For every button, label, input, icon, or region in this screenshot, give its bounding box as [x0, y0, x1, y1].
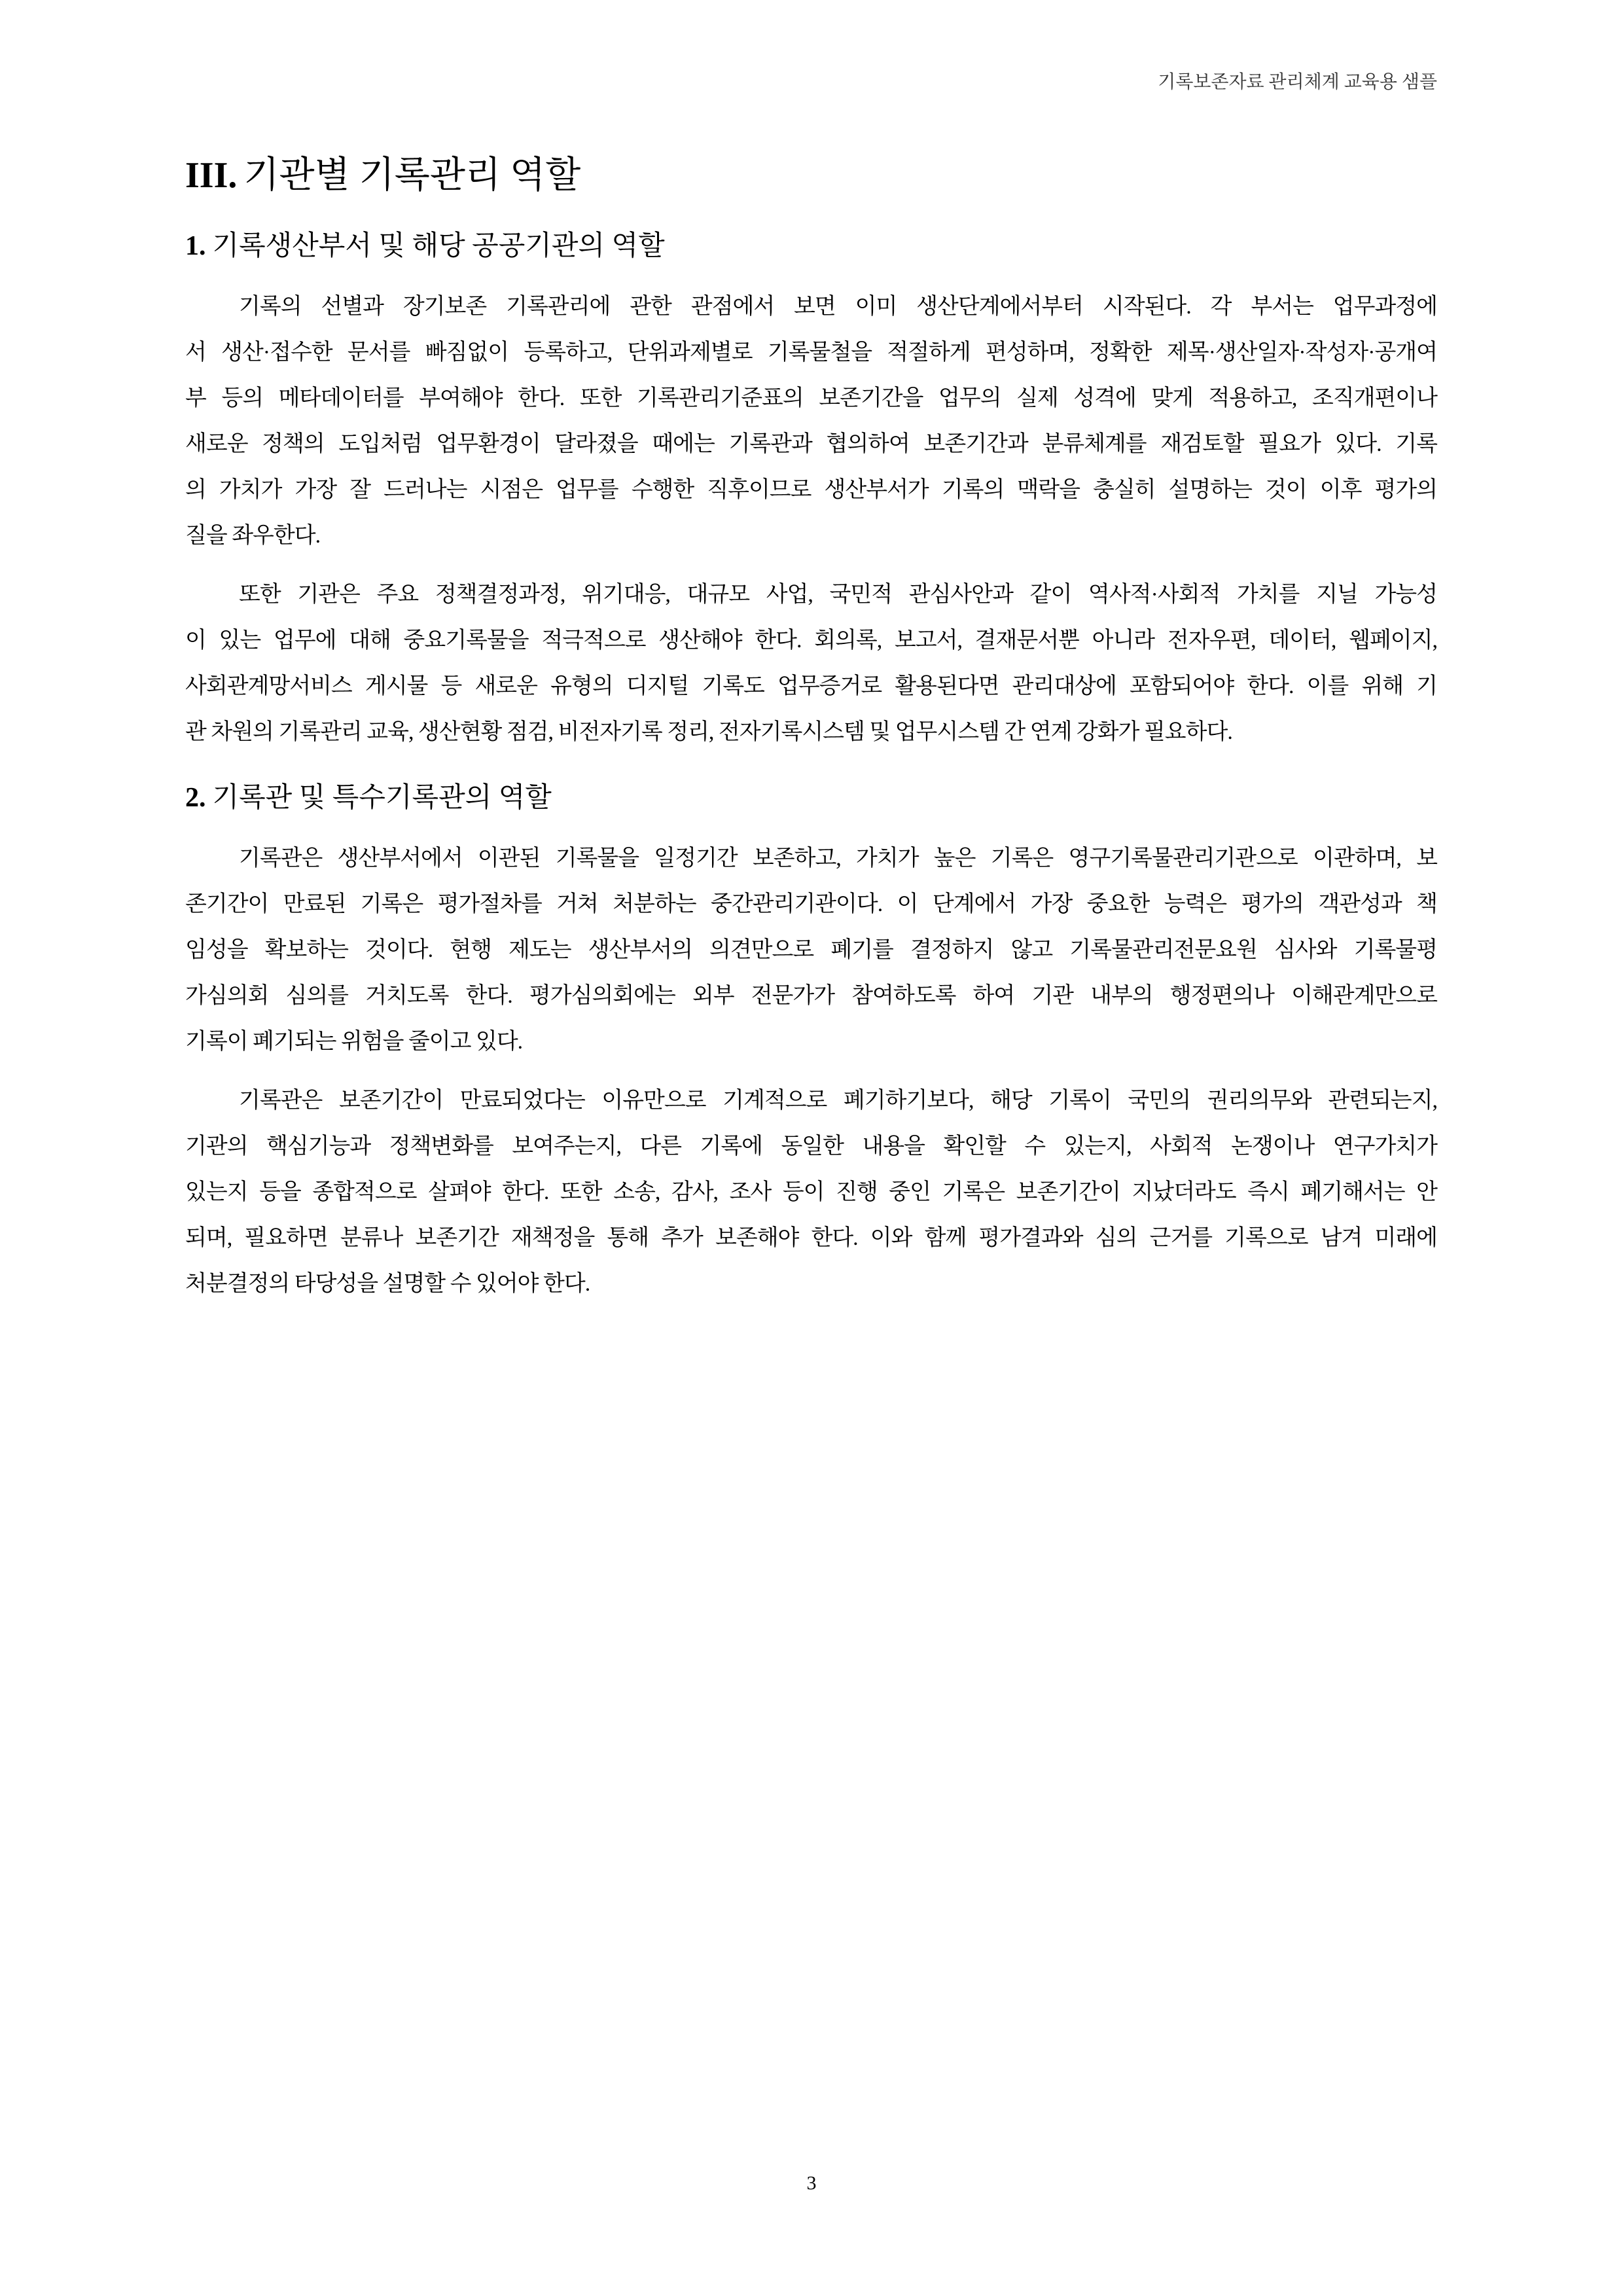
- paragraph-line: 처분결정의 타당성을 설명할 수 있어야 한다.: [185, 1272, 590, 1296]
- paragraph-line: 기록관은 생산부서에서 이관된 기록물을 일정기간 보존하고, 가치가 높은 기록은 영구기록물관리기관으로 이관하며, 보: [239, 846, 1437, 870]
- section-title: 기록관 및 특수기록관의 역할: [212, 783, 552, 813]
- page-body: [185, 151, 1437, 1307]
- paragraph-line: 기록이 폐기되는 위험을 줄이고 있다.: [185, 1030, 523, 1054]
- chapter-title: [185, 151, 1437, 200]
- paragraph-line: 또한 기관은 주요 정책결정과정, 위기대응, 대규모 사업, 국민적 관심사안과 같이 역사적·사회적 가치를 지닐 가능성: [239, 583, 1437, 607]
- paragraph-line: 기록의 선별과 장기보존 기록관리에 관한 관점에서 보면 이미 생산단계에서부터 시작된다. 각 부서는 업무과정에: [239, 295, 1437, 319]
- paragraph-line: 질을 좌우한다.: [185, 524, 321, 548]
- chapter-title-text: 기관별 기록관리 역할: [243, 155, 581, 196]
- paragraph-line: 사회관계망서비스 게시물 등 새로운 유형의 디지털 기록도 업무증거로 활용된다면 관리대상에 포함되어야 한다. 이를 위해 기: [185, 674, 1437, 698]
- paragraph-line: 임성을 확보하는 것이다. 현행 제도는 생산부서의 의견만으로 폐기를 결정하지 않고 기록물관리전문요원 심사와 기록물평: [185, 938, 1437, 962]
- section-heading: [185, 778, 1437, 817]
- section-title: 기록생산부서 및 해당 공공기관의 역할: [212, 231, 665, 261]
- paragraph-line: 관 차원의 기록관리 교육, 생산현황 점검, 비전자기록 정리, 전자기록시스템 및 업무시스템 간 연계 강화가 필요하다.: [185, 720, 1232, 744]
- paragraph-line: 되며, 필요하면 분류나 보존기간 재책정을 통해 추가 보존해야 한다. 이와 함께 평가결과와 심의 근거를 기록으로 남겨 미래에: [185, 1226, 1437, 1250]
- paragraph: [185, 1078, 1437, 1307]
- running-header: 기록보존자료 관리체계 교육용 샘플: [1158, 72, 1437, 92]
- section-number: 1.: [185, 231, 206, 261]
- paragraph-line: 새로운 정책의 도입처럼 업무환경이 달라졌을 때에는 기록관과 협의하여 보존기간과 분류체계를 재검토할 필요가 있다. 기록: [185, 432, 1437, 456]
- paragraph: [185, 836, 1437, 1065]
- paragraph-line: 가심의회 심의를 거치도록 한다. 평가심의회에는 외부 전문가가 참여하도록 하여 기관 내부의 행정편의나 이해관계만으로: [185, 984, 1437, 1008]
- section-heading: [185, 226, 1437, 266]
- section-2: [185, 778, 1437, 1307]
- paragraph-line: 존기간이 만료된 기록은 평가절차를 거쳐 처분하는 중간관리기관이다. 이 단계에서 가장 중요한 능력은 평가의 객관성과 책: [185, 892, 1437, 916]
- page-number: 3: [806, 2172, 817, 2194]
- paragraph-line: 기록관은 보존기간이 만료되었다는 이유만으로 기계적으로 폐기하기보다, 해당 기록이 국민의 권리의무와 관련되는지,: [239, 1088, 1437, 1113]
- paragraph-line: 이 있는 업무에 대해 중요기록물을 적극적으로 생산해야 한다. 회의록, 보고서, 결재문서뿐 아니라 전자우편, 데이터, 웹페이지,: [185, 628, 1437, 653]
- section-1: [185, 226, 1437, 755]
- paragraph-line: 기관의 핵심기능과 정책변화를 보여주는지, 다른 기록에 동일한 내용을 확인할 수 있는지, 사회적 논쟁이나 연구가치가: [185, 1134, 1437, 1158]
- paragraph-line: 있는지 등을 종합적으로 살펴야 한다. 또한 소송, 감사, 조사 등이 진행 중인 기록은 보존기간이 지났더라도 즉시 폐기해서는 안: [185, 1180, 1437, 1204]
- chapter-number: III.: [185, 155, 238, 196]
- section-number: 2.: [185, 783, 206, 813]
- paragraph-line: 부 등의 메타데이터를 부여해야 한다. 또한 기록관리기준표의 보존기간을 업무의 실제 성격에 맞게 적용하고, 조직개편이나: [185, 386, 1437, 410]
- paragraph-line: 의 가치가 가장 잘 드러나는 시점은 업무를 수행한 직후이므로 생산부서가 기록의 맥락을 충실히 설명하는 것이 이후 평가의: [185, 478, 1437, 502]
- paragraph: [185, 284, 1437, 559]
- paragraph: [185, 572, 1437, 755]
- paragraph-line: 서 생산·접수한 문서를 빠짐없이 등록하고, 단위과제별로 기록물철을 적절하게 편성하며, 정확한 제목·생산일자·작성자·공개여: [185, 340, 1437, 365]
